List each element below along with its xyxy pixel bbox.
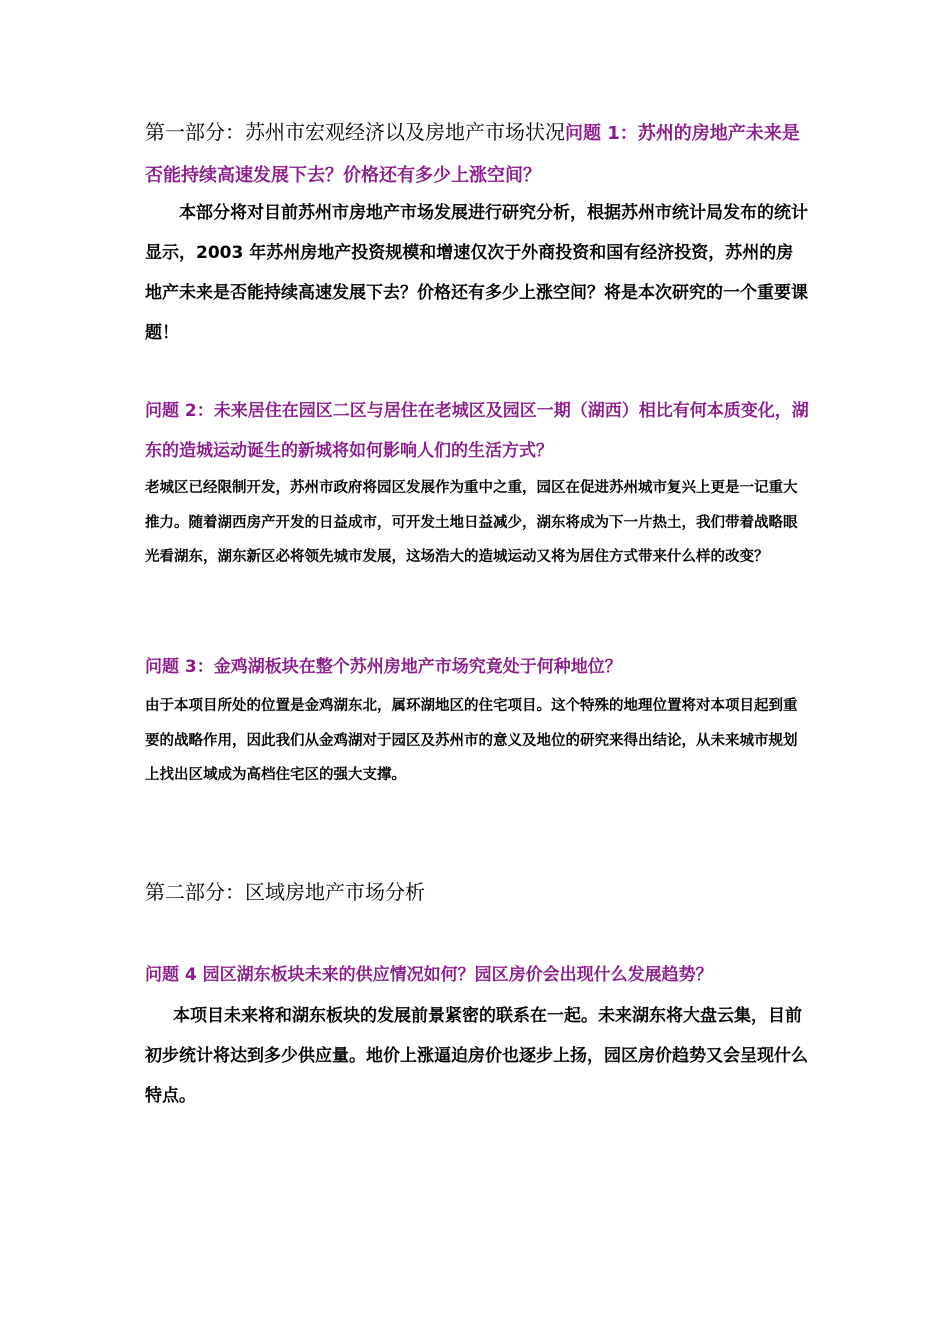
part2-heading-block bbox=[145, 872, 810, 912]
part2-heading: 第二部分：区域房地产市场分析 bbox=[145, 880, 425, 904]
part1-heading-block bbox=[145, 112, 810, 196]
question-1: 问题 1：苏州的房地产未来是否能持续高速发展下去？价格还有多少上涨空间？ bbox=[145, 123, 800, 186]
question-4-block bbox=[145, 955, 810, 995]
question-4: 问题 4 园区湖东板块未来的供应情况如何？园区房价会出现什么发展趋势？ bbox=[145, 965, 713, 985]
part1-heading bbox=[145, 112, 810, 196]
question-3-block bbox=[145, 647, 810, 687]
paragraph-1-block bbox=[145, 193, 810, 353]
question-2-block bbox=[145, 391, 810, 471]
question-3: 问题 3：金鸡湖板块在整个苏州房地产市场究竟处于何种地位？ bbox=[145, 657, 622, 677]
part1-title: 第一部分：苏州市宏观经济以及房地产市场状况 bbox=[145, 120, 565, 144]
paragraph-2: 老城区已经限制开发，苏州市政府将园区发展作为重中之重，园区在促进苏州城市复兴上更是一记重大推力。随着湖西房产开发的日益成市，可开发土地日益减少，湖东将成为下一片热土，我们带着战略眼光看湖东，湖东新区必将领先城市发展，这场浩大的造城运动又将为居住方式带来什么样的改变？ bbox=[145, 480, 798, 565]
paragraph-3-block bbox=[145, 689, 810, 793]
paragraph-2-block bbox=[145, 471, 810, 575]
paragraph-4: 本项目未来将和湖东板块的发展前景紧密的联系在一起。未来湖东将大盘云集，目前初步统计将达到多少供应量。地价上涨逼迫房价也逐步上扬，园区房价趋势又会呈现什么特点。 bbox=[145, 1006, 808, 1106]
paragraph-1: 本部分将对目前苏州市房地产市场发展进行研究分析，根据苏州市统计局发布的统计显示，2003 年苏州房地产投资规模和增速仅次于外商投资和国有经济投资，苏州的房地产未来是否能持续高速发展下去？价格还有多少上涨空间？将是本次研究的一个重要课题！ bbox=[145, 203, 808, 343]
paragraph-3: 由于本项目所处的位置是金鸡湖东北，属环湖地区的住宅项目。这个特殊的地理位置将对本项目起到重要的战略作用，因此我们从金鸡湖对于园区及苏州市的意义及地位的研究来得出结论，从未来城市规划上找出区域成为高档住宅区的强大支撑。 bbox=[145, 698, 798, 783]
paragraph-4-block bbox=[145, 996, 810, 1116]
question-2: 问题 2：未来居住在园区二区与居住在老城区及园区一期（湖西）相比有何本质变化，湖东的造城运动诞生的新城将如何影响人们的生活方式？ bbox=[145, 401, 809, 461]
